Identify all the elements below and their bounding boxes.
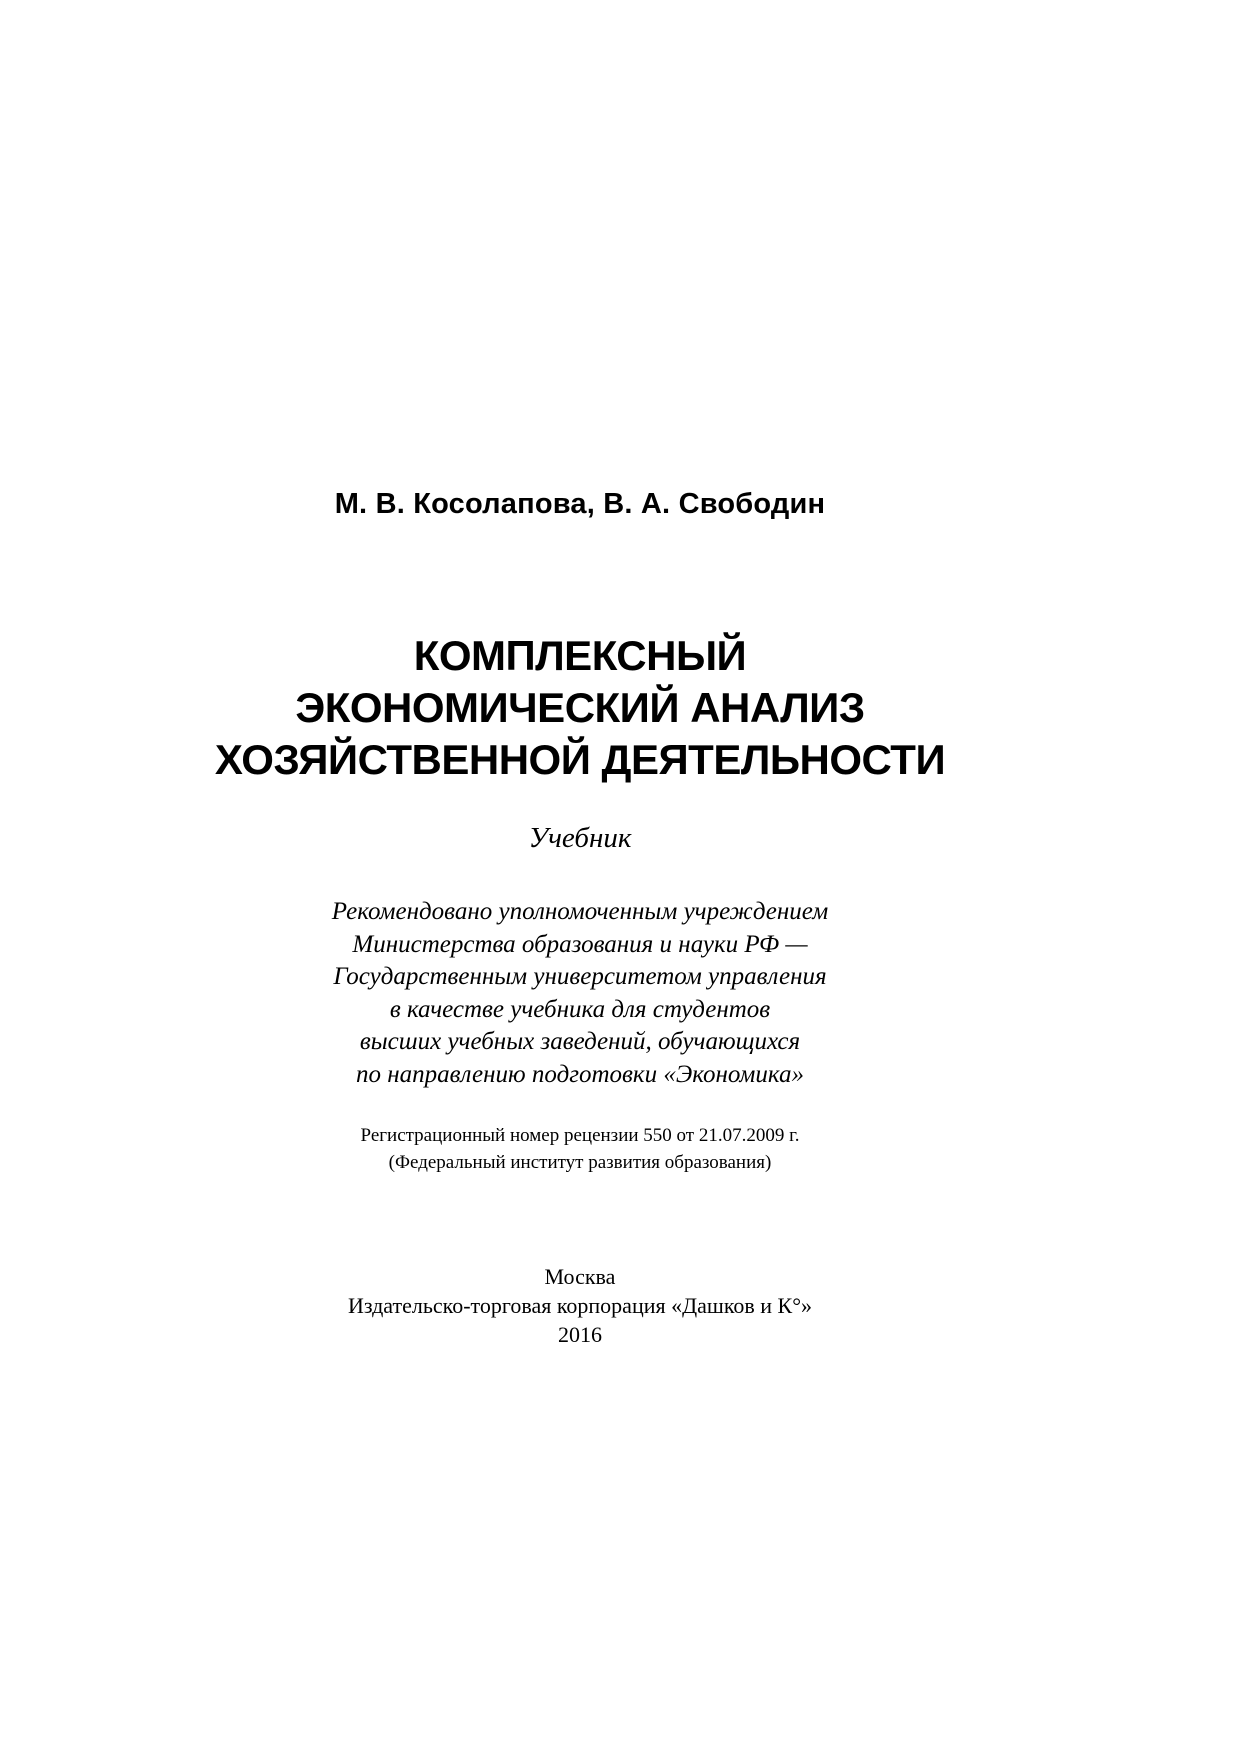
- imprint-city: Москва: [544, 1264, 616, 1289]
- title-line-3: ХОЗЯЙСТВЕННОЙ ДЕЯТЕЛЬНОСТИ: [214, 736, 946, 783]
- authors: М. В. Косолапова, В. А. Свободин: [334, 488, 826, 520]
- imprint-publisher: Издательско-торговая корпорация «Дашков и К°»: [347, 1293, 813, 1318]
- registration-institute: (Федеральный институт развития образования): [388, 1152, 772, 1173]
- title-line-2: ЭКОНОМИЧЕСКИЙ АНАЛИЗ: [295, 684, 865, 731]
- recommendation-line: в качестве учебника для студентов: [389, 995, 771, 1023]
- book-title: [0, 630, 1160, 786]
- book-subtitle: Учебник: [528, 822, 632, 854]
- recommendation-line: Государственным университетом управления: [333, 963, 827, 990]
- recommendation-line: Рекомендовано уполномоченным учреждением: [331, 898, 829, 925]
- publisher-imprint: [0, 1262, 1160, 1349]
- imprint-year: 2016: [558, 1322, 602, 1347]
- registration-info: [0, 1122, 1160, 1176]
- title-line-1: КОМПЛЕКСНЫЙ: [413, 632, 747, 679]
- recommendation-line: Министерства образования и науки РФ —: [352, 930, 808, 958]
- registration-number: Регистрационный номер рецензии 550 от 21.07.2009 г.: [360, 1125, 800, 1146]
- recommendation-text: [0, 896, 1160, 1091]
- recommendation-line: высших учебных заведений, обучающихся: [359, 1028, 801, 1055]
- recommendation-line: по направлению подготовки «Экономика»: [356, 1060, 804, 1088]
